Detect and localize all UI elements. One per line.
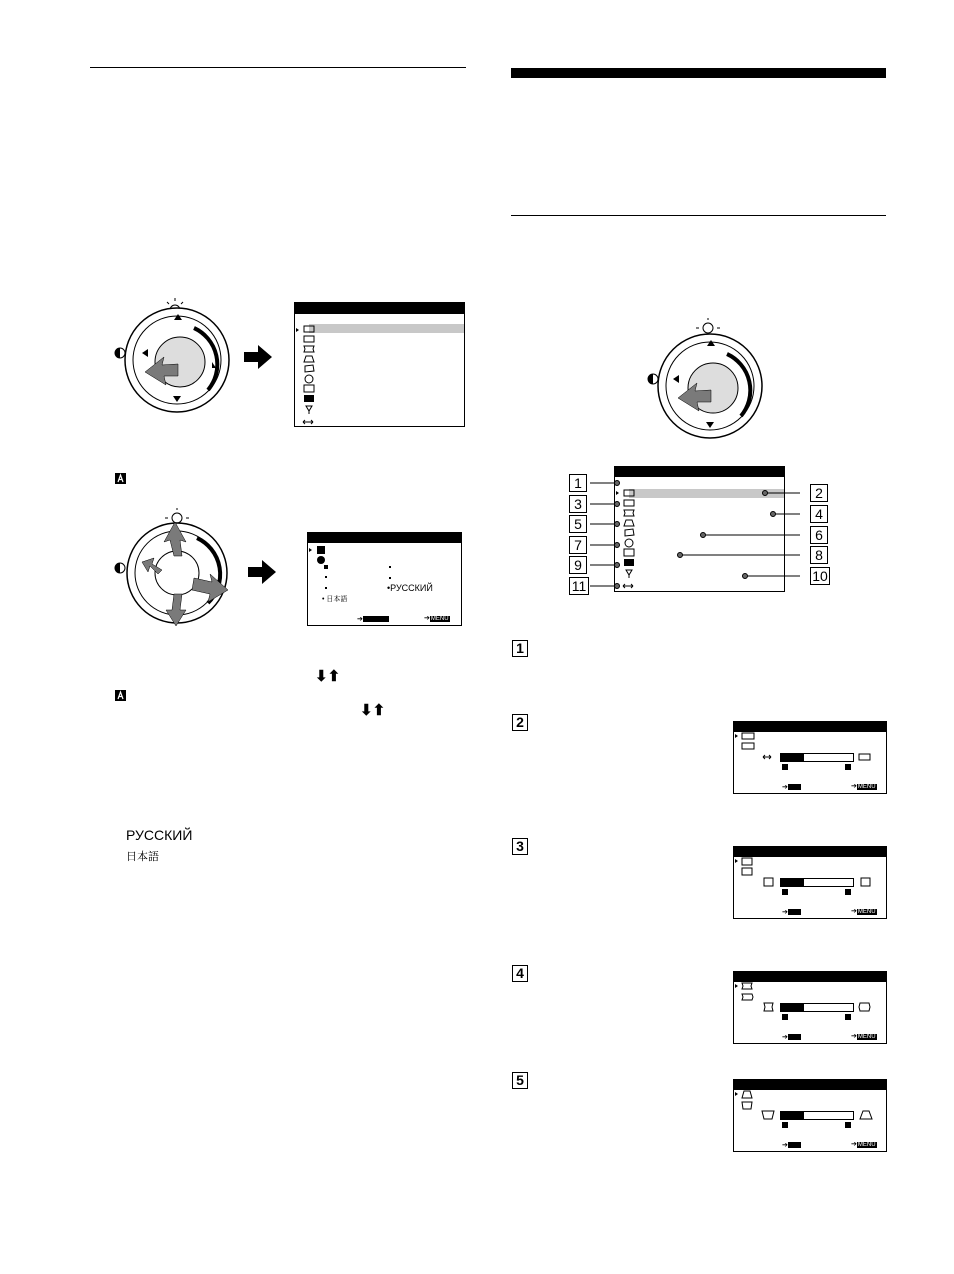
menu-button-label: MENU [857, 1034, 876, 1040]
nav-buttons-icon [788, 1142, 801, 1148]
lang-russian-text: РУССКИЙ [126, 827, 193, 843]
menu-hint [424, 614, 450, 622]
osd-language-menu [307, 532, 462, 626]
callout-5: 5 [569, 515, 587, 533]
nav-arrow: ➔ [782, 1142, 788, 1149]
callout-11: 11 [569, 577, 589, 595]
up-down-arrows-icon: ⬇⬆ [360, 702, 386, 719]
callout-3: 3 [569, 495, 587, 513]
callout-leaders [580, 470, 840, 600]
nav-arrow: ➔ [782, 784, 788, 791]
submenu-icons [734, 722, 886, 782]
submenu-icons [734, 972, 886, 1032]
menu-hint [851, 1140, 877, 1148]
osd-submenu-vertical-size [733, 846, 887, 919]
language-icon [115, 690, 126, 701]
nav-buttons-icon [363, 616, 389, 622]
level-bar [780, 1003, 854, 1012]
callout-8: 8 [810, 546, 828, 564]
menu-hint [851, 782, 877, 790]
plus-button-icon [845, 1122, 851, 1128]
nav-arrow: ➔ [782, 1034, 788, 1041]
callout-4: 4 [810, 505, 828, 523]
nav-hint [782, 1141, 801, 1149]
right-heading-bar [511, 68, 886, 78]
option-bullet [325, 587, 327, 589]
callout-9: 9 [569, 556, 587, 574]
nav-hint [782, 1033, 801, 1041]
section-badge-2: 2 [512, 714, 528, 731]
menu-arrow: ➔ [851, 1033, 857, 1040]
up-down-arrows-icon: ⬇⬆ [315, 668, 341, 685]
submenu-icons [734, 1080, 886, 1140]
section-badge-3: 3 [512, 838, 528, 855]
minus-button-icon [782, 764, 788, 770]
menu-hint [851, 1032, 877, 1040]
nav-hint [357, 615, 389, 623]
submenu-icons [734, 847, 886, 907]
nav-buttons-icon [788, 909, 801, 915]
minus-button-icon [782, 1122, 788, 1128]
osd-submenu-trapezoid [733, 1079, 887, 1152]
option-russian[interactable]: •РУССКИЙ [387, 583, 433, 593]
callout-10: 10 [810, 567, 830, 585]
nav-buttons-icon [788, 1034, 801, 1040]
level-bar-fill [781, 754, 804, 761]
menu-button-label: MENU [430, 616, 449, 622]
callout-1: 1 [569, 474, 587, 492]
nav-hint [782, 908, 801, 916]
section-badge-4: 4 [512, 965, 528, 982]
level-bar [780, 878, 854, 887]
option-bullet [325, 576, 327, 578]
option-japanese[interactable]: • 日本語 [322, 596, 348, 603]
right-arrow-icon [248, 560, 276, 584]
menu-button-label: MENU [857, 784, 876, 790]
option-bullet [389, 577, 391, 579]
menu-button-label: MENU [857, 909, 876, 915]
osd-submenu-pincushion [733, 971, 887, 1044]
plus-button-icon [845, 1014, 851, 1020]
lang-japanese-text: 日本語 [126, 851, 159, 863]
osd-main-menu-left [294, 302, 465, 427]
callout-7: 7 [569, 536, 587, 554]
right-arrow-icon [244, 345, 272, 369]
level-bar-fill [781, 1004, 804, 1011]
plus-button-icon [845, 889, 851, 895]
language-menu-icons [308, 545, 332, 565]
language-icon [115, 473, 126, 484]
level-bar-fill [781, 879, 804, 886]
menu-hint [851, 907, 877, 915]
level-bar [780, 753, 854, 762]
section-badge-5: 5 [512, 1072, 528, 1089]
highlight-row [309, 324, 464, 333]
option-bullet-selected [324, 565, 328, 569]
nav-arrow: ➔ [782, 909, 788, 916]
nav-hint [782, 783, 801, 791]
minus-button-icon [782, 889, 788, 895]
level-bar-fill [781, 1112, 804, 1119]
osd-submenu-horizontal-size [733, 721, 887, 794]
menu-icons-column [295, 323, 319, 427]
menu-arrow: ➔ [424, 615, 430, 622]
control-dial-rotate-diagram [112, 508, 232, 628]
control-dial-press-diagram [645, 318, 770, 443]
control-dial-press-diagram [112, 290, 232, 445]
option-bullet [389, 566, 391, 568]
callout-2: 2 [810, 484, 828, 502]
section-badge-1: 1 [512, 640, 528, 657]
nav-buttons-icon [788, 784, 801, 790]
plus-button-icon [845, 764, 851, 770]
menu-arrow: ➔ [851, 1141, 857, 1148]
right-section-rule [511, 215, 886, 216]
minus-button-icon [782, 1014, 788, 1020]
menu-button-label: MENU [857, 1142, 876, 1148]
callout-6: 6 [810, 526, 828, 544]
menu-arrow: ➔ [851, 783, 857, 790]
nav-arrow: ➔ [357, 616, 363, 623]
left-top-rule [90, 67, 466, 68]
menu-arrow: ➔ [851, 908, 857, 915]
level-bar [780, 1111, 854, 1120]
